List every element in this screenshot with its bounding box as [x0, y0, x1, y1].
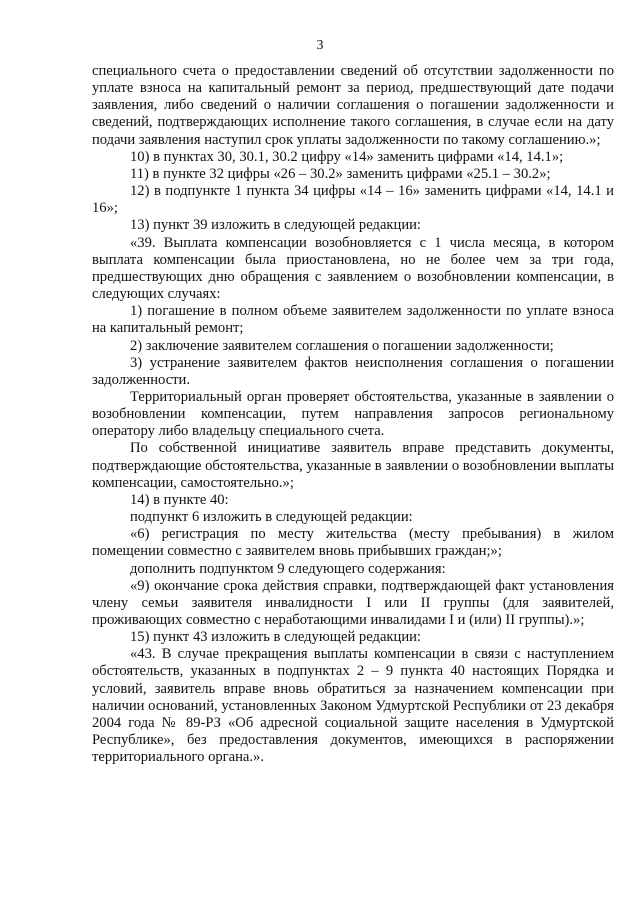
paragraph-item-11: 11) в пункте 32 цифры «26 – 30.2» заменить цифрами «25.1 – 30.2»;: [130, 165, 551, 182]
paragraph-item-15: 15) пункт 43 изложить в следующей редакции:: [130, 629, 421, 646]
paragraph-item-10: 10) в пунктах 30, 30.1, 30.2 цифру «14» заменить цифрами «14, 14.1»;: [130, 148, 564, 165]
paragraph-item-12: 12) в подпункте 1 пункта 34 цифры «14 – 16» заменить цифрами «14, 14.1 и 16»;: [92, 183, 614, 217]
paragraph-case-2: 2) заключение заявителем соглашения о погашении задолженности;: [130, 337, 554, 354]
document-body: [92, 63, 614, 766]
paragraph-territorial-organ: Территориальный орган проверяет обстоятельства, указанные в заявлении о возобновлении компенсации, путем направления запросов региональному оператору либо владельцу специального счета.: [92, 388, 614, 440]
paragraph-own-initiative: По собственной инициативе заявитель вправе представить документы, подтверждающие обстоятельства, указанные в заявлении о возобновлении выплаты компенсации, самостоятельно.»;: [92, 440, 614, 491]
paragraph-clause-43: «43. В случае прекращения выплаты компенсации в связи с наступлением обстоятельств, указанных в подпунктах 2 – 9 пункта 40 настоящих Порядка и условий, заявитель вправе вновь обратиться за назначением компенсации при наличии оснований, установленных Законом Удмуртской Республики от 23 декабря 2004 года № 89-РЗ «Об адресной социальной защите населения в Удмуртской Республике», без предоставления документов, имеющихся в распоряжении территориального органа.».: [92, 646, 614, 766]
paragraph-subitem-9-heading: дополнить подпунктом 9 следующего содержания:: [130, 560, 446, 577]
paragraph-subitem-9: «9) окончание срока действия справки, подтверждающей факт установления члену семьи заявителя инвалидности I или II группы (для заявителей, проживающих совместно с неработающими инвалидами I и (или) II группы).»;: [92, 577, 614, 628]
paragraph-subitem-6: «6) регистрация по месту жительства (месту пребывания) в жилом помещении совместно с заявителем вновь прибывших граждан;»;: [92, 526, 614, 560]
paragraph-item-14: 14) в пункте 40:: [130, 491, 229, 508]
paragraph-case-1: 1) погашение в полном объеме заявителем задолженности по уплате взноса на капитальный ремонт;: [92, 303, 614, 337]
paragraph-item-13: 13) пункт 39 изложить в следующей редакции:: [130, 217, 421, 234]
paragraph-clause-39: «39. Выплата компенсации возобновляется с 1 числа месяца, в котором выплата компенсации была приостановлена, но не более чем за три года, предшествующих дню обращения с заявлением о возобновлении компенсации, в следующих случаях:: [92, 234, 614, 303]
page-number: 3: [316, 38, 324, 53]
paragraph-continuation: специального счета о предоставлении сведений об отсутствии задолженности по уплате взноса на капитальный ремонт за период, предшествующий дате подачи заявления, либо сведений о наличии соглашения о погашении задолженности и сведений, подтверждающих исполнение такого соглашения, в случае если на дату подачи заявления наступил срок уплаты задолженности по такому соглашению.»;: [92, 63, 614, 148]
paragraph-case-3: 3) устранение заявителем фактов неисполнения соглашения о погашении задолженности.: [92, 354, 614, 388]
paragraph-subitem-6-heading: подпункт 6 изложить в следующей редакции:: [130, 509, 413, 526]
